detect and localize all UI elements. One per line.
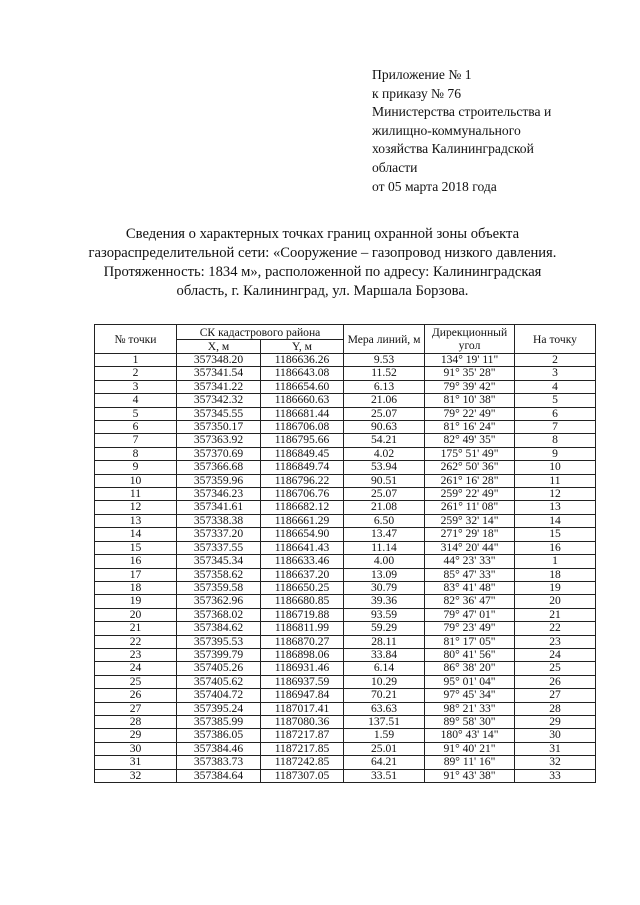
cell-measure: 6.50 — [344, 514, 425, 527]
cell-point: 22 — [95, 635, 177, 648]
cell-direction: 175° 51' 49" — [425, 447, 515, 460]
document-heading — [60, 225, 585, 301]
cell-x: 357395.24 — [177, 702, 261, 715]
cell-x: 357404.72 — [177, 689, 261, 702]
table-row — [95, 528, 596, 541]
cell-y: 1186947.84 — [261, 689, 344, 702]
cell-y: 1186870.27 — [261, 635, 344, 648]
cell-direction: 180° 43' 14" — [425, 729, 515, 742]
table-row — [95, 581, 596, 594]
cell-direction: 80° 41' 56" — [425, 648, 515, 661]
table-row — [95, 648, 596, 661]
cell-y: 1186654.60 — [261, 380, 344, 393]
appendix-line: хозяйства Калининградской — [372, 141, 534, 157]
cell-to-point: 20 — [515, 595, 596, 608]
cell-x: 357405.62 — [177, 675, 261, 688]
cell-direction: 89° 58' 30" — [425, 715, 515, 728]
cell-measure: 64.21 — [344, 756, 425, 769]
table-row — [95, 367, 596, 380]
cell-point: 5 — [95, 407, 177, 420]
cell-to-point: 29 — [515, 715, 596, 728]
cell-x: 357386.05 — [177, 729, 261, 742]
cell-point: 17 — [95, 568, 177, 581]
cell-point: 30 — [95, 742, 177, 755]
cell-to-point: 30 — [515, 729, 596, 742]
table-row — [95, 541, 596, 554]
cell-y: 1186682.12 — [261, 501, 344, 514]
cell-y: 1186641.43 — [261, 541, 344, 554]
cell-point: 18 — [95, 581, 177, 594]
cell-y: 1187242.85 — [261, 756, 344, 769]
cell-x: 357341.54 — [177, 367, 261, 380]
cell-measure: 1.59 — [344, 729, 425, 742]
cell-y: 1186680.85 — [261, 595, 344, 608]
cell-x: 357395.53 — [177, 635, 261, 648]
cell-x: 357338.38 — [177, 514, 261, 527]
appendix-line: жилищно-коммунального — [372, 122, 521, 138]
cell-to-point: 31 — [515, 742, 596, 755]
cell-measure: 39.36 — [344, 595, 425, 608]
cell-to-point: 25 — [515, 662, 596, 675]
cell-point: 19 — [95, 595, 177, 608]
cell-to-point: 28 — [515, 702, 596, 715]
cell-to-point: 16 — [515, 541, 596, 554]
cell-y: 1187217.85 — [261, 742, 344, 755]
cell-point: 14 — [95, 528, 177, 541]
cell-point: 9 — [95, 461, 177, 474]
cell-to-point: 13 — [515, 501, 596, 514]
cell-measure: 6.14 — [344, 662, 425, 675]
cell-to-point: 7 — [515, 421, 596, 434]
cell-point: 1 — [95, 354, 177, 367]
cell-direction: 79° 23' 49" — [425, 622, 515, 635]
appendix-note — [372, 66, 612, 196]
cell-direction: 79° 22' 49" — [425, 407, 515, 420]
cell-x: 357337.20 — [177, 528, 261, 541]
cell-measure: 25.07 — [344, 407, 425, 420]
cell-point: 15 — [95, 541, 177, 554]
cell-y: 1186706.08 — [261, 421, 344, 434]
cell-x: 357359.58 — [177, 581, 261, 594]
cell-direction: 91° 43' 38" — [425, 769, 515, 782]
cell-y: 1186849.45 — [261, 447, 344, 460]
cell-direction: 44° 23' 33" — [425, 555, 515, 568]
cell-y: 1186811.99 — [261, 622, 344, 635]
cell-measure: 4.02 — [344, 447, 425, 460]
cell-direction: 79° 39' 42" — [425, 380, 515, 393]
cell-to-point: 14 — [515, 514, 596, 527]
cell-direction: 261° 11' 08" — [425, 501, 515, 514]
cell-point: 12 — [95, 501, 177, 514]
cell-direction: 271° 29' 18" — [425, 528, 515, 541]
cell-direction: 95° 01' 04" — [425, 675, 515, 688]
table-row — [95, 756, 596, 769]
cell-y: 1186681.44 — [261, 407, 344, 420]
appendix-line: Министерства строительства и — [372, 104, 552, 120]
table-row — [95, 380, 596, 393]
cell-y: 1186643.08 — [261, 367, 344, 380]
cell-x: 357358.62 — [177, 568, 261, 581]
cell-y: 1186636.26 — [261, 354, 344, 367]
cell-direction: 86° 38' 20" — [425, 662, 515, 675]
cell-measure: 25.07 — [344, 488, 425, 501]
cell-direction: 82° 36' 47" — [425, 595, 515, 608]
cell-point: 25 — [95, 675, 177, 688]
cell-y: 1186661.29 — [261, 514, 344, 527]
table-row — [95, 702, 596, 715]
cell-x: 357384.64 — [177, 769, 261, 782]
cell-y: 1186706.76 — [261, 488, 344, 501]
table-row — [95, 729, 596, 742]
cell-direction: 134° 19' 11" — [425, 354, 515, 367]
cell-to-point: 11 — [515, 474, 596, 487]
header-measure: Мера линий, м — [344, 325, 425, 354]
cell-x: 357341.61 — [177, 501, 261, 514]
cell-y: 1186637.20 — [261, 568, 344, 581]
cell-point: 16 — [95, 555, 177, 568]
cell-direction: 91° 40' 21" — [425, 742, 515, 755]
cell-y: 1186931.46 — [261, 662, 344, 675]
cell-direction: 81° 17' 05" — [425, 635, 515, 648]
cell-to-point: 4 — [515, 380, 596, 393]
cell-x: 357384.62 — [177, 622, 261, 635]
cell-to-point: 10 — [515, 461, 596, 474]
cell-measure: 59.29 — [344, 622, 425, 635]
cell-direction: 85° 47' 33" — [425, 568, 515, 581]
cell-point: 11 — [95, 488, 177, 501]
header-direction: Дирекционный угол — [425, 325, 515, 354]
cell-direction: 98° 21' 33" — [425, 702, 515, 715]
cell-x: 357368.02 — [177, 608, 261, 621]
cell-y: 1187217.87 — [261, 729, 344, 742]
cell-x: 357383.73 — [177, 756, 261, 769]
cell-direction: 261° 16' 28" — [425, 474, 515, 487]
cell-to-point: 2 — [515, 354, 596, 367]
cell-y: 1186633.46 — [261, 555, 344, 568]
cell-to-point: 32 — [515, 756, 596, 769]
cell-y: 1186937.59 — [261, 675, 344, 688]
table-row — [95, 662, 596, 675]
cell-measure: 11.14 — [344, 541, 425, 554]
cell-y: 1187017.41 — [261, 702, 344, 715]
cell-y: 1187080.36 — [261, 715, 344, 728]
heading-line: Протяженность: 1834 м», расположенной по адресу: Калининградская — [103, 264, 542, 280]
cell-to-point: 6 — [515, 407, 596, 420]
heading-line: Сведения о характерных точках границ охранной зоны объекта — [125, 226, 520, 242]
table-row — [95, 595, 596, 608]
cell-measure: 30.79 — [344, 581, 425, 594]
points-table-body — [95, 354, 596, 783]
table-row — [95, 514, 596, 527]
cell-direction: 259° 22' 49" — [425, 488, 515, 501]
cell-point: 31 — [95, 756, 177, 769]
cell-point: 28 — [95, 715, 177, 728]
cell-measure: 63.63 — [344, 702, 425, 715]
header-sk: СК кадастрового района — [177, 325, 344, 340]
cell-x: 357346.23 — [177, 488, 261, 501]
cell-x: 357350.17 — [177, 421, 261, 434]
cell-x: 357362.96 — [177, 595, 261, 608]
cell-y: 1186795.66 — [261, 434, 344, 447]
table-row — [95, 461, 596, 474]
header-x: X, м — [177, 340, 261, 354]
cell-measure: 33.84 — [344, 648, 425, 661]
table-row — [95, 742, 596, 755]
cell-to-point: 21 — [515, 608, 596, 621]
cell-to-point: 9 — [515, 447, 596, 460]
cell-direction: 82° 49' 35" — [425, 434, 515, 447]
cell-point: 23 — [95, 648, 177, 661]
cell-to-point: 24 — [515, 648, 596, 661]
cell-direction: 83° 41' 48" — [425, 581, 515, 594]
cell-direction: 89° 11' 16" — [425, 756, 515, 769]
appendix-line: от 05 марта 2018 года — [372, 178, 497, 194]
table-row — [95, 447, 596, 460]
cell-to-point: 26 — [515, 675, 596, 688]
table-row — [95, 474, 596, 487]
cell-to-point: 27 — [515, 689, 596, 702]
table-row — [95, 689, 596, 702]
cell-x: 357385.99 — [177, 715, 261, 728]
cell-x: 357348.20 — [177, 354, 261, 367]
table-row — [95, 394, 596, 407]
cell-y: 1186898.06 — [261, 648, 344, 661]
cell-x: 357341.22 — [177, 380, 261, 393]
cell-y: 1186796.22 — [261, 474, 344, 487]
cell-y: 1186654.90 — [261, 528, 344, 541]
cell-x: 357384.46 — [177, 742, 261, 755]
cell-measure: 53.94 — [344, 461, 425, 474]
appendix-line: к приказу № 76 — [372, 85, 462, 101]
cell-to-point: 22 — [515, 622, 596, 635]
cell-x: 357345.34 — [177, 555, 261, 568]
heading-line: область, г. Калининград, ул. Маршала Борзова. — [176, 283, 469, 299]
header-to-point: На точку — [515, 325, 596, 354]
cell-to-point: 15 — [515, 528, 596, 541]
cell-measure: 11.52 — [344, 367, 425, 380]
cell-x: 357359.96 — [177, 474, 261, 487]
table-row — [95, 568, 596, 581]
appendix-line: области — [372, 159, 418, 175]
cell-y: 1186660.63 — [261, 394, 344, 407]
cell-measure: 90.63 — [344, 421, 425, 434]
table-row — [95, 675, 596, 688]
cell-measure: 4.00 — [344, 555, 425, 568]
cell-measure: 93.59 — [344, 608, 425, 621]
appendix-line: Приложение № 1 — [372, 67, 472, 82]
table-row — [95, 715, 596, 728]
cell-measure: 21.08 — [344, 501, 425, 514]
cell-x: 357363.92 — [177, 434, 261, 447]
table-row — [95, 421, 596, 434]
cell-y: 1187307.05 — [261, 769, 344, 782]
cell-point: 26 — [95, 689, 177, 702]
cell-direction: 259° 32' 14" — [425, 514, 515, 527]
table-row — [95, 635, 596, 648]
cell-point: 24 — [95, 662, 177, 675]
cell-measure: 137.51 — [344, 715, 425, 728]
cell-x: 357370.69 — [177, 447, 261, 460]
table-row — [95, 434, 596, 447]
cell-point: 32 — [95, 769, 177, 782]
cell-direction: 262° 50' 36" — [425, 461, 515, 474]
table-row — [95, 407, 596, 420]
cell-measure: 9.53 — [344, 354, 425, 367]
cell-point: 7 — [95, 434, 177, 447]
cell-to-point: 3 — [515, 367, 596, 380]
cell-direction: 314° 20' 44" — [425, 541, 515, 554]
cell-measure: 28.11 — [344, 635, 425, 648]
table-row — [95, 769, 596, 782]
table-row — [95, 354, 596, 367]
cell-y: 1186719.88 — [261, 608, 344, 621]
cell-direction: 81° 16' 24" — [425, 421, 515, 434]
header-point-number: № точки — [95, 325, 177, 354]
table-row — [95, 488, 596, 501]
cell-to-point: 19 — [515, 581, 596, 594]
cell-x: 357345.55 — [177, 407, 261, 420]
cell-x: 357366.68 — [177, 461, 261, 474]
cell-point: 3 — [95, 380, 177, 393]
cell-measure: 70.21 — [344, 689, 425, 702]
cell-measure: 6.13 — [344, 380, 425, 393]
table-row — [95, 501, 596, 514]
cell-measure: 90.51 — [344, 474, 425, 487]
table-row — [95, 622, 596, 635]
cell-to-point: 8 — [515, 434, 596, 447]
cell-measure: 25.01 — [344, 742, 425, 755]
cell-to-point: 23 — [515, 635, 596, 648]
cell-direction: 97° 45' 34" — [425, 689, 515, 702]
cell-measure: 33.51 — [344, 769, 425, 782]
cell-measure: 13.47 — [344, 528, 425, 541]
cell-point: 10 — [95, 474, 177, 487]
cell-to-point: 12 — [515, 488, 596, 501]
header-y: Y, м — [261, 340, 344, 354]
table-row — [95, 608, 596, 621]
cell-point: 29 — [95, 729, 177, 742]
cell-point: 20 — [95, 608, 177, 621]
cell-measure: 10.29 — [344, 675, 425, 688]
cell-x: 357337.55 — [177, 541, 261, 554]
cell-y: 1186650.25 — [261, 581, 344, 594]
heading-line: газораспределительной сети: «Сооружение – газопровод низкого давления. — [88, 245, 557, 261]
points-table — [94, 324, 596, 783]
cell-point: 21 — [95, 622, 177, 635]
cell-point: 4 — [95, 394, 177, 407]
cell-direction: 81° 10' 38" — [425, 394, 515, 407]
cell-to-point: 33 — [515, 769, 596, 782]
cell-point: 8 — [95, 447, 177, 460]
cell-point: 13 — [95, 514, 177, 527]
cell-to-point: 5 — [515, 394, 596, 407]
cell-measure: 13.09 — [344, 568, 425, 581]
cell-x: 357405.26 — [177, 662, 261, 675]
cell-point: 6 — [95, 421, 177, 434]
cell-to-point: 18 — [515, 568, 596, 581]
table-row — [95, 555, 596, 568]
cell-point: 2 — [95, 367, 177, 380]
cell-direction: 91° 35' 28" — [425, 367, 515, 380]
cell-x: 357399.79 — [177, 648, 261, 661]
cell-point: 27 — [95, 702, 177, 715]
cell-x: 357342.32 — [177, 394, 261, 407]
cell-direction: 79° 47' 01" — [425, 608, 515, 621]
cell-measure: 54.21 — [344, 434, 425, 447]
cell-to-point: 1 — [515, 555, 596, 568]
cell-measure: 21.06 — [344, 394, 425, 407]
cell-y: 1186849.74 — [261, 461, 344, 474]
